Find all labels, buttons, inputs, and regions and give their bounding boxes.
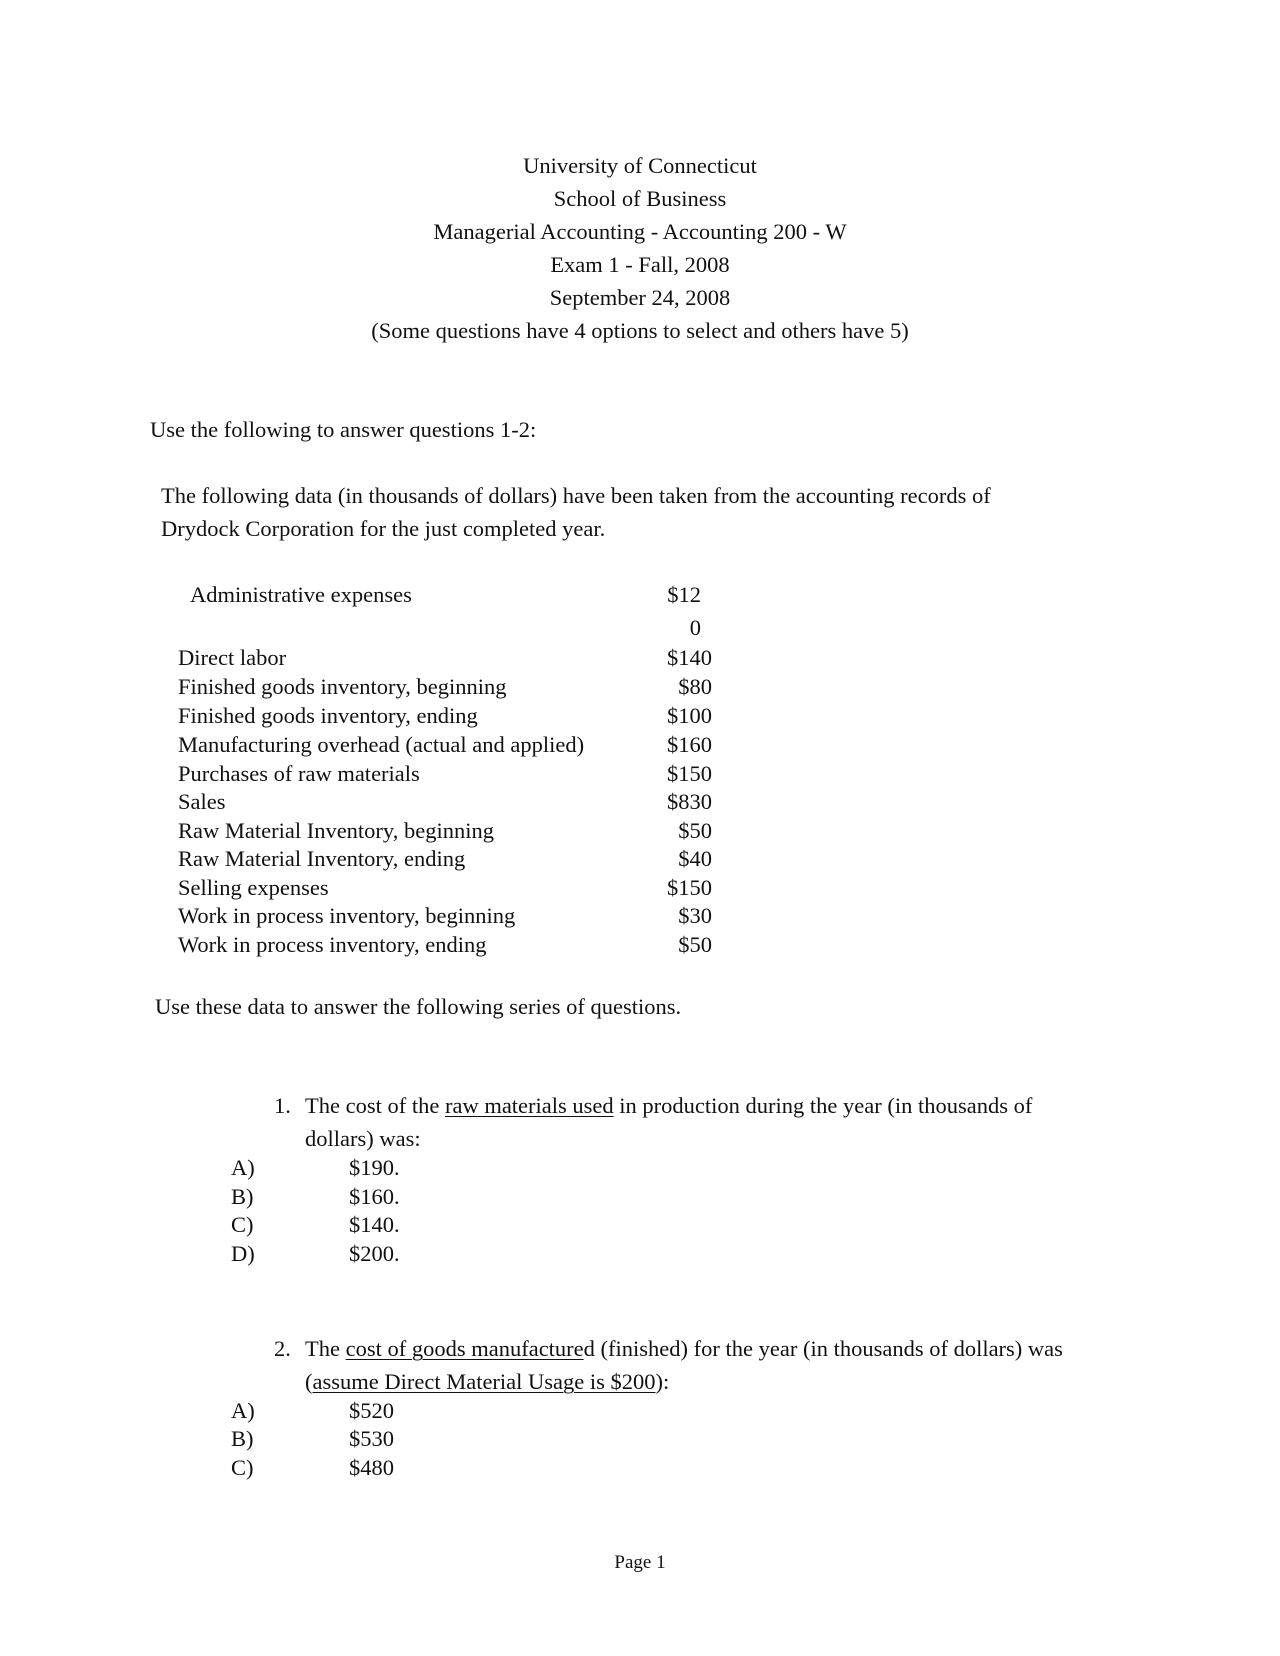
question-text-part: The cost of the (305, 1093, 445, 1118)
option-letter: D) (231, 1241, 255, 1266)
ledger-amount: $80 (678, 674, 712, 699)
header-exam: Exam 1 - Fall, 2008 (550, 252, 730, 277)
header-note: (Some questions have 4 options to select and others have 5) (371, 318, 909, 343)
ledger-amount: $40 (678, 846, 712, 871)
ledger-amount: $160 (667, 732, 712, 757)
ledger-amount: $830 (667, 789, 712, 814)
ledger-label: Raw Material Inventory, beginning (178, 818, 494, 843)
option-value: $160. (349, 1184, 400, 1209)
ledger-label: Finished goods inventory, ending (178, 703, 478, 728)
ledger-amount-wrap: 0 (689, 615, 701, 640)
ledger-amount: $30 (678, 903, 712, 928)
ledger-amount: $50 (678, 932, 712, 957)
ledger-label: Finished goods inventory, beginning (178, 674, 507, 699)
option-value: $200. (349, 1241, 400, 1266)
question-text-part: ): (655, 1369, 670, 1394)
use-data-text: Use these data to answer the following series of questions. (155, 994, 682, 1019)
ledger-label: Direct labor (178, 645, 287, 670)
question-text-underlined: raw materials used (444, 1093, 614, 1118)
question-number: 2. (274, 1336, 291, 1361)
ledger-label: Work in process inventory, beginning (178, 903, 516, 928)
question-text-part: The (305, 1336, 346, 1361)
question-text-part: in production during the year (in thousands of (613, 1093, 1033, 1118)
question-text-underlined: cost of goods manufacture (345, 1336, 584, 1361)
header-course: Managerial Accounting - Accounting 200 - W (433, 219, 847, 244)
option-letter: B) (231, 1426, 254, 1451)
ledger-label: Manufacturing overhead (actual and applied) (178, 732, 585, 757)
question-text (305, 1335, 1063, 1362)
data-intro-line2: Drydock Corporation for the just completed year. (161, 516, 606, 541)
header-date: September 24, 2008 (549, 285, 731, 310)
option-value: $520 (349, 1398, 394, 1423)
ledger-amount: $140 (667, 645, 712, 670)
question-number: 1. (274, 1093, 291, 1118)
data-intro-line1: The following data (in thousands of dollars) have been taken from the accounting records of (161, 483, 991, 508)
ledger-label: Administrative expenses (190, 582, 412, 607)
ledger-label: Sales (178, 789, 226, 814)
question-text-part: d (finished) for the year (in thousands of dollars) was (583, 1336, 1063, 1361)
option-letter: C) (231, 1212, 254, 1237)
header-school: School of Business (553, 186, 727, 211)
ledger-amount: $150 (667, 761, 712, 786)
option-value: $190. (349, 1155, 400, 1180)
option-value: $480 (349, 1455, 394, 1480)
option-letter: A) (231, 1398, 255, 1423)
ledger-label: Work in process inventory, ending (178, 932, 487, 957)
ledger-label: Selling expenses (178, 875, 329, 900)
page-number: Page 1 (614, 1552, 666, 1573)
option-letter: A) (231, 1155, 255, 1180)
question-text-line2 (305, 1368, 669, 1395)
question-text-underlined: assume Direct Material Usage is $200 (312, 1369, 656, 1394)
intro-text: Use the following to answer questions 1-2: (150, 417, 537, 442)
option-letter: C) (231, 1455, 254, 1480)
ledger-amount: $50 (678, 818, 712, 843)
header-university: University of Connecticut (523, 153, 757, 178)
ledger-amount: $100 (667, 703, 712, 728)
question-text-line2: dollars) was: (305, 1126, 421, 1151)
ledger-label: Purchases of raw materials (178, 761, 420, 786)
question-text (305, 1092, 1032, 1119)
option-value: $530 (349, 1426, 394, 1451)
ledger-amount: $150 (667, 875, 712, 900)
ledger-label: Raw Material Inventory, ending (178, 846, 466, 871)
question-text-part: ( (305, 1369, 313, 1394)
option-value: $140. (349, 1212, 400, 1237)
option-letter: B) (231, 1184, 254, 1209)
ledger-amount: $12 (667, 582, 701, 607)
